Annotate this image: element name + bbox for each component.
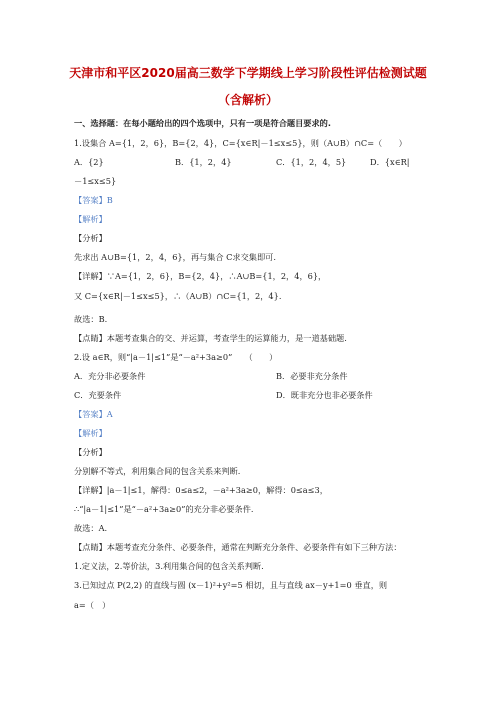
q2-choice: 故选：A.	[74, 523, 108, 533]
q2-option-c: C．充要条件	[74, 390, 122, 400]
q2-analysis: 分别解不等式，利用集合间的包含关系来判断.	[74, 466, 241, 476]
q1-jiexi-label: 【解析】	[74, 214, 107, 224]
section-heading: 一、选择题：在每小题给出的四个选项中，只有一项是符合题目要求的.	[74, 118, 331, 128]
q1-option-d-continued: －1≤x≤5}	[74, 176, 117, 186]
q1-option-a: A．{2}	[74, 157, 104, 167]
q1-option-c: C．{1，2，4，5}	[276, 157, 347, 167]
q2-detail-line2: ∴“|a－1|≤1”是“－a²+3a≥0”的充分非必要条件.	[74, 504, 254, 514]
document-title: 天津市和平区2020届高三数学下学期线上学习阶段性评估检测试题	[69, 66, 427, 80]
q1-stem: 1.设集合 A={1，2，6}，B={2，4}，C={x∈R|－1≤x≤5}，则（A∪B）∩C=（ ）	[74, 138, 407, 148]
q2-analysis-label: 【分析】	[74, 447, 107, 457]
q1-analysis: 先求出 A∪B={1，2，4，6}，再与集合 C求交集即可.	[74, 252, 276, 262]
q2-comment-continued: 1.定义法，2.等价法，3.利用集合间的包含关系判断.	[74, 561, 264, 571]
q3-stem: 3.已知过点 P(2,2) 的直线与圆 (x－1)²+y²=5 相切，且与直线 ax－y+1=0 垂直，则	[74, 580, 388, 590]
q1-detail-line1: 【详解】∵A={1，2，6}，B={2，4}，∴A∪B={1，2，4，6}，	[74, 271, 327, 281]
q1-analysis-label: 【分析】	[74, 233, 107, 243]
q1-comment: 【点睛】本题考查集合的交、并运算，考查学生的运算能力，是一道基础题.	[74, 333, 347, 343]
q1-detail-line2: 又 C={x∈R|－1≤x≤5}，∴（A∪B）∩C={1，2，4}.	[74, 291, 282, 301]
q2-detail-line1: 【详解】|a－1|≤1，解得：0≤a≤2，－a²+3a≥0，解得：0≤a≤3，	[74, 485, 328, 495]
q2-option-b: B．必要非充分条件	[276, 371, 348, 381]
q1-choice: 故选：B.	[74, 314, 108, 324]
q2-comment: 【点睛】本题考查充分条件、必要条件，通常在判断充分条件、必要条件有如下三种方法：	[74, 542, 402, 552]
q1-option-b: B．{1，2，4}	[175, 157, 232, 167]
q2-option-d: D．既非充分也非必要条件	[276, 390, 373, 400]
q1-option-d: D．{x∈R|	[370, 157, 410, 167]
q3-stem-continued: a=（ ）	[74, 600, 111, 610]
q1-answer: 【答案】B	[74, 195, 113, 205]
q2-stem: 2.设 a∈R，则“|a－1|≤1”是“－a²+3a≥0” （ ）	[74, 352, 278, 362]
q2-option-a: A．充分非必要条件	[74, 371, 146, 381]
q2-jiexi-label: 【解析】	[74, 428, 107, 438]
q2-answer: 【答案】A	[74, 409, 113, 419]
document-subtitle: （含解析）	[217, 93, 278, 107]
